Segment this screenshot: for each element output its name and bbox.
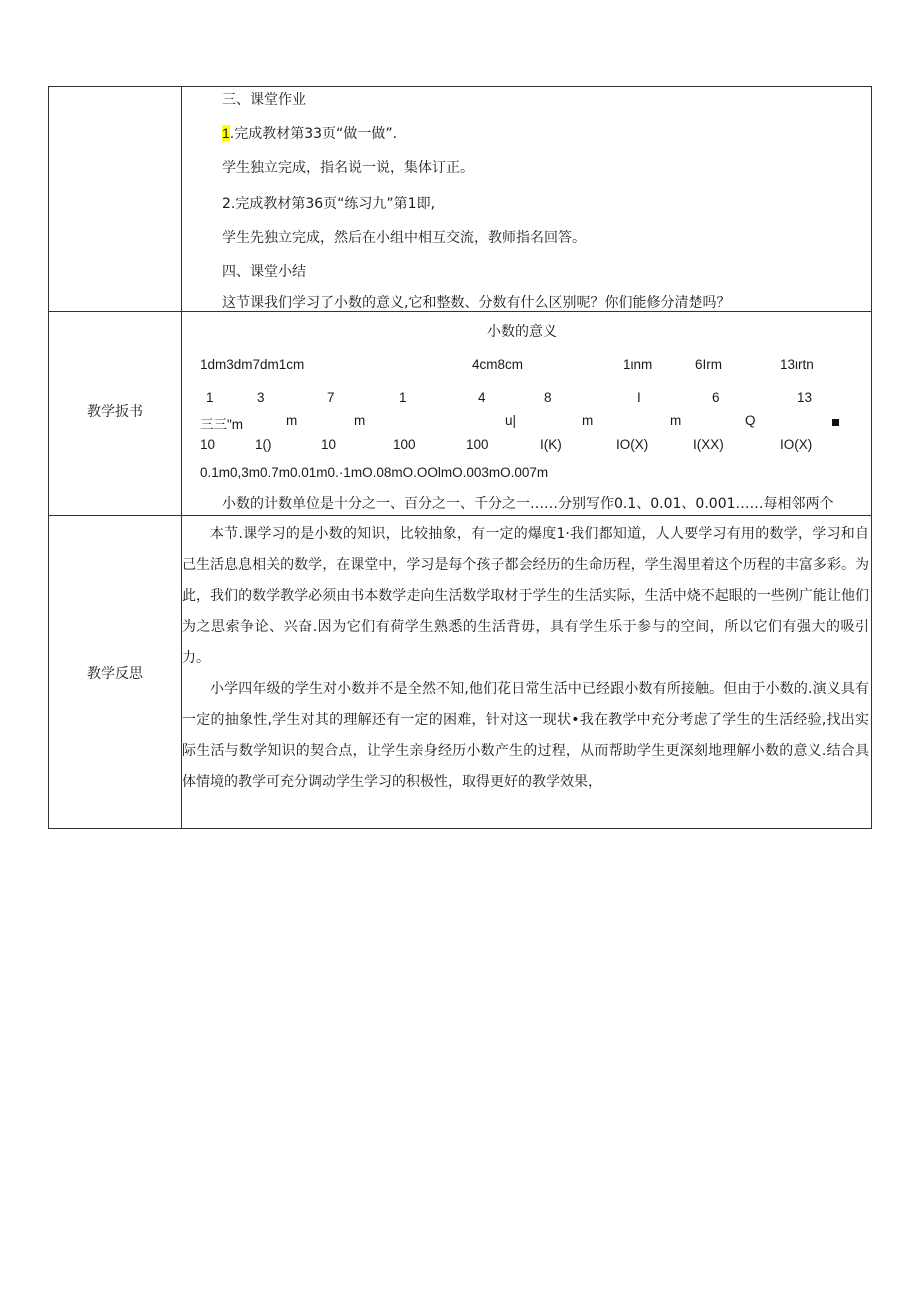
item-1-text: .完成教材第33页“做一做”. (229, 126, 398, 142)
board-r2-c6: 8 (544, 390, 552, 405)
homework-item-1-note: 学生独立完成，指名说一说，集体订正。 (222, 160, 474, 176)
lesson-table (48, 86, 872, 829)
board-r4-c5: 100 (466, 437, 489, 452)
board-r4-c8: I(XX) (693, 437, 724, 452)
homework-item-2: 2.完成教材第36页“练习九”第1即, (222, 196, 436, 212)
board-r4-c7: IO(X) (616, 437, 649, 452)
board-r4-c9: IO(X) (780, 437, 813, 452)
reflection-paragraph-2: 小学四年级的学生对小数并不是全然不知,他们花日常生活中已经跟小数有所接触。但由于小数的.演义具有一定的抽象性,学生对其的理解还有一定的困难，针对这一现状•我在教学中充分考虑了学生的生活经验,找出实际生活与数学知识的契合点，让学生亲身经历小数产生的过程，从而帮助学生更深刻地理解小数的意义.结合具体情境的教学可充分调动学生学习的积极性，取得更好的教学效果， (182, 681, 869, 790)
board-r1-c2: 4cm8cm (472, 357, 524, 372)
reflection-paragraph-1: 本节.课学习的是小数的知识，比较抽象，有一定的爆度1·我们都知道，人人要学习有用的数学，学习和自己生活息息相关的数学，在课堂中，学习是每个孩子都会经历的生命历程，学生渴里着这个历程的丰富多彩。为此，我们的数学教学必须由书本数学走向生活数学取材于学生的生活实际，生活中烧不起眼的一些例广能让他们为之思索争论、兴奋.因为它们有荷学生熟悉的生活背毋，具有学生乐于参与的空间，所以它们有强大的吸引力。 (182, 526, 869, 666)
board-label: 教学扳书 (87, 404, 143, 420)
board-r4-c4: 100 (393, 437, 416, 452)
homework-cell (182, 87, 871, 311)
board-r3-c4: u| (505, 413, 517, 428)
board-r2-c5: 4 (478, 390, 486, 405)
board-r3-c3: m (354, 413, 366, 428)
board-r2-c9: 13 (797, 390, 813, 405)
board-r3-c2: m (286, 413, 298, 428)
board-title: 小数的意义 (487, 324, 557, 340)
board-r2-c1: 1 (206, 390, 214, 405)
reflection-cell (182, 516, 871, 829)
summary-text: 这节课我们学习了小数的意义,它和整数、分数有什么区别呢？你们能修分清楚吗？ (222, 295, 731, 311)
item-1-number: 1 (222, 125, 230, 141)
board-r4-c6: I(K) (540, 437, 562, 452)
board-r1-c5: 13ιrtn (780, 357, 814, 372)
board-r2-c4: 1 (399, 390, 407, 405)
board-r2-c8: 6 (712, 390, 720, 405)
board-r3-c6: m (670, 413, 682, 428)
board-r2-c2: 3 (257, 390, 265, 405)
homework-item-1 (222, 123, 397, 143)
board-r1-c1: 1dm3dm7dm1cm (200, 357, 305, 372)
board-r4-c3: 10 (321, 437, 337, 452)
square-bullet-icon (832, 419, 839, 426)
board-r3-c5: m (582, 413, 594, 428)
board-r4-c1: 10 (200, 437, 216, 452)
reflection-label: 教学反思 (87, 666, 143, 682)
board-r2-c7: I (637, 390, 641, 405)
board-r2-c3: 7 (327, 390, 335, 405)
homework-heading: 三、课堂作业 (222, 92, 306, 108)
homework-item-2-note: 学生先独立完成，然后在小组中相互交流，教师指名回答。 (222, 230, 586, 246)
summary-heading: 四、课堂小结 (222, 264, 306, 280)
board-r3-c1: 三三"m (200, 417, 244, 432)
board-r1-c3: 1ιnm (623, 357, 653, 372)
board-r1-c4: 6Irm (695, 357, 722, 372)
board-row-6: 小数的计数单位是十分之一、百分之一、千分之一……分别写作0.1、0.01、0.001……每相邻两个 (222, 496, 834, 512)
board-cell (182, 312, 871, 515)
board-row-5: 0.1m0,3m0.7m0.01m0.·1mO.08mO.OOlmO.003mO.007m (200, 465, 549, 480)
board-r3-c7: Q (745, 413, 756, 428)
board-r4-c2: 1() (255, 437, 272, 452)
